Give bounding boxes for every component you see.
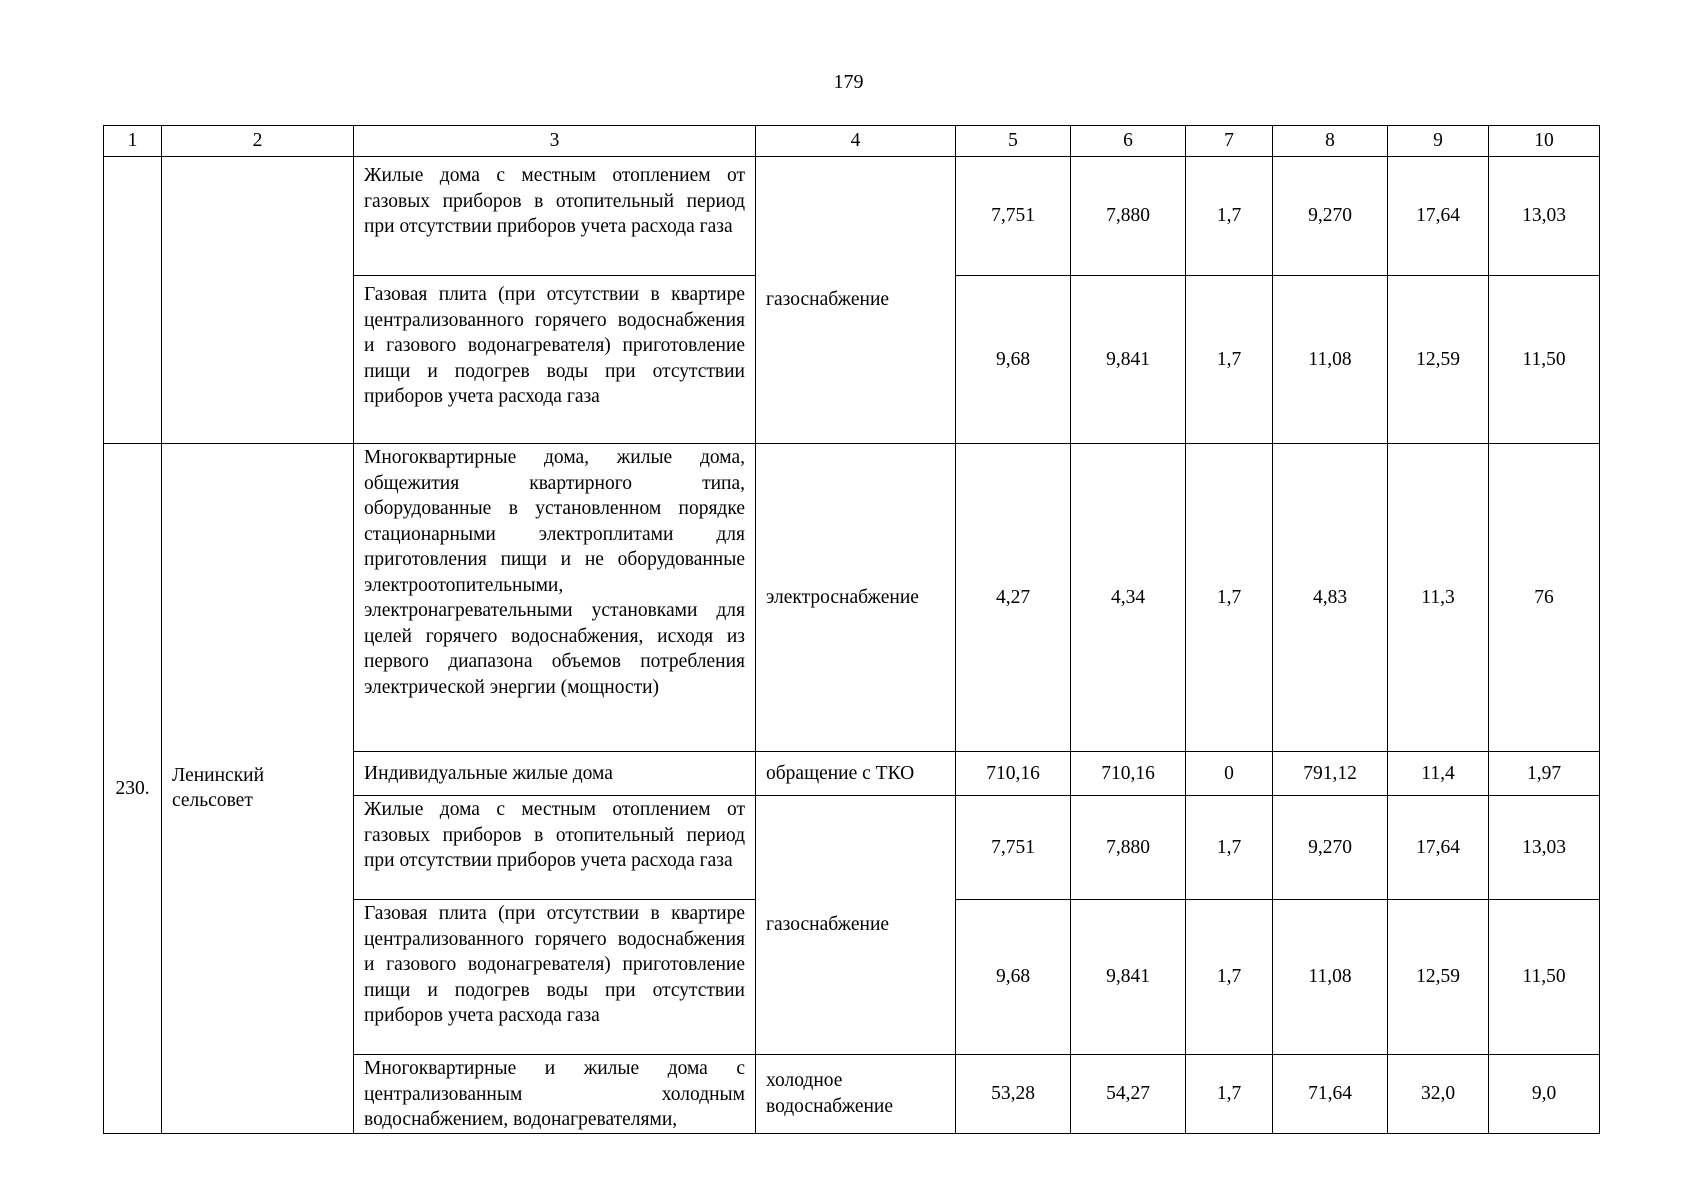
value-cell: 9,0 <box>1489 1055 1600 1134</box>
category-description: Жилые дома с местным отоплением от газовых приборов в отопительный период при отсутствии приборов учета расхода газа <box>354 157 756 276</box>
column-header: 5 <box>956 126 1071 157</box>
column-header: 10 <box>1489 126 1600 157</box>
service-type: электроснабжение <box>756 444 956 752</box>
value-cell: 9,270 <box>1273 796 1388 900</box>
service-type: обращение с ТКО <box>756 752 956 796</box>
value-cell: 17,64 <box>1388 796 1489 900</box>
row-number-cell: 230. <box>104 444 162 1134</box>
value-cell: 53,28 <box>956 1055 1071 1134</box>
value-cell: 0 <box>1186 752 1273 796</box>
value-cell: 11,4 <box>1388 752 1489 796</box>
value-cell: 1,7 <box>1186 1055 1273 1134</box>
value-cell: 9,841 <box>1071 900 1186 1055</box>
value-cell: 9,68 <box>956 276 1071 444</box>
category-description: Многоквартирные и жилые дома с централизованным холодным водоснабжением, водонагревателями, <box>354 1055 756 1134</box>
service-type: холодное водоснабжение <box>756 1055 956 1134</box>
settlement-cell <box>162 157 354 444</box>
value-cell: 71,64 <box>1273 1055 1388 1134</box>
service-type: газоснабжение <box>756 157 956 444</box>
category-description: Газовая плита (при отсутствии в квартире централизованного горячего водоснабжения и газового водонагревателя) приготовление пищи и подогрев воды при отсутствии приборов учета расхода газа <box>354 900 756 1055</box>
value-cell: 7,751 <box>956 796 1071 900</box>
value-cell: 7,880 <box>1071 157 1186 276</box>
value-cell: 1,7 <box>1186 157 1273 276</box>
value-cell: 1,7 <box>1186 900 1273 1055</box>
value-cell: 11,50 <box>1489 276 1600 444</box>
value-cell: 12,59 <box>1388 900 1489 1055</box>
value-cell: 710,16 <box>956 752 1071 796</box>
value-cell: 7,751 <box>956 157 1071 276</box>
category-description: Жилые дома с местным отоплением от газовых приборов в отопительный период при отсутствии приборов учета расхода газа <box>354 796 756 900</box>
column-header: 7 <box>1186 126 1273 157</box>
value-cell: 4,34 <box>1071 444 1186 752</box>
value-cell: 1,97 <box>1489 752 1600 796</box>
table-row <box>104 157 1600 276</box>
column-header: 4 <box>756 126 956 157</box>
column-header: 6 <box>1071 126 1186 157</box>
settlement-name: Ленинский сельсовет <box>162 444 354 1134</box>
value-cell: 9,270 <box>1273 157 1388 276</box>
table-row <box>104 444 1600 752</box>
column-header: 8 <box>1273 126 1388 157</box>
value-cell: 1,7 <box>1186 276 1273 444</box>
service-type: газоснабжение <box>756 796 956 1055</box>
value-cell: 13,03 <box>1489 796 1600 900</box>
value-cell: 54,27 <box>1071 1055 1186 1134</box>
value-cell: 12,59 <box>1388 276 1489 444</box>
value-cell: 32,0 <box>1388 1055 1489 1134</box>
value-cell: 11,08 <box>1273 900 1388 1055</box>
value-cell: 17,64 <box>1388 157 1489 276</box>
tariff-table <box>103 125 1600 1134</box>
value-cell: 11,08 <box>1273 276 1388 444</box>
category-description: Газовая плита (при отсутствии в квартире централизованного горячего водоснабжения и газового водонагревателя) приготовление пищи и подогрев воды при отсутствии приборов учета расхода газа <box>354 276 756 444</box>
header-row <box>104 126 1600 157</box>
value-cell: 11,50 <box>1489 900 1600 1055</box>
row-number-cell <box>104 157 162 444</box>
value-cell: 9,68 <box>956 900 1071 1055</box>
page-number: 179 <box>833 71 864 93</box>
column-header: 2 <box>162 126 354 157</box>
value-cell: 76 <box>1489 444 1600 752</box>
value-cell: 791,12 <box>1273 752 1388 796</box>
value-cell: 4,27 <box>956 444 1071 752</box>
column-header: 3 <box>354 126 756 157</box>
value-cell: 710,16 <box>1071 752 1186 796</box>
value-cell: 1,7 <box>1186 796 1273 900</box>
category-description: Индивидуальные жилые дома <box>354 752 756 796</box>
value-cell: 7,880 <box>1071 796 1186 900</box>
column-header: 9 <box>1388 126 1489 157</box>
category-description: Многоквартирные дома, жилые дома, общежития квартирного типа, оборудованные в установленном порядке стационарными электроплитами для приготовления пищи и не оборудованные электроотопительными, электронагревательными установками для целей горячего водоснабжения, исходя из первого диапазона объемов потребления электрической энергии (мощности) <box>354 444 756 752</box>
value-cell: 4,83 <box>1273 444 1388 752</box>
value-cell: 9,841 <box>1071 276 1186 444</box>
column-header: 1 <box>104 126 162 157</box>
value-cell: 13,03 <box>1489 157 1600 276</box>
value-cell: 1,7 <box>1186 444 1273 752</box>
value-cell: 11,3 <box>1388 444 1489 752</box>
